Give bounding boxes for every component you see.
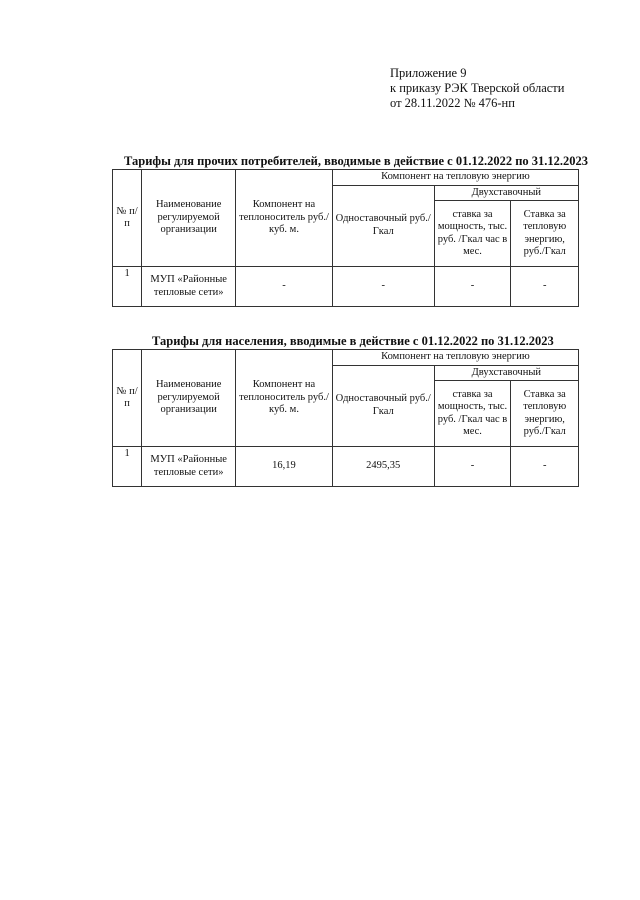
cell-capacity-rate: - <box>434 267 511 307</box>
header-org: Наименование регулируемой организации <box>142 350 236 447</box>
header-energy-rate: Ставка за тепловую энергию, руб./Гкал <box>511 201 579 267</box>
header-capacity-rate: ставка за мощность, тыс. руб. /Гкал час в мес. <box>434 201 511 267</box>
tariff-table-other-consumers <box>112 169 579 307</box>
cell-org: МУП «Районные тепловые сети» <box>142 447 236 487</box>
cell-energy-rate: - <box>511 267 579 307</box>
header-num: № п/п <box>113 350 142 447</box>
cell-num: 1 <box>113 447 142 487</box>
header-two-rate: Двухставочный <box>434 185 578 201</box>
header-num: № п/п <box>113 170 142 267</box>
cell-carrier: - <box>236 267 333 307</box>
header-capacity-rate: ставка за мощность, тыс. руб. /Гкал час в мес. <box>434 381 511 447</box>
header-energy-group: Компонент на тепловую энергию <box>332 350 578 366</box>
header-carrier: Компонент на теплоноситель руб./куб. м. <box>236 350 333 447</box>
cell-one-rate: 2495,35 <box>332 447 434 487</box>
header-carrier: Компонент на теплоноситель руб./куб. м. <box>236 170 333 267</box>
cell-org: МУП «Районные тепловые сети» <box>142 267 236 307</box>
header-one-rate: Одноставочный руб./Гкал <box>332 185 434 267</box>
cell-energy-rate: - <box>511 447 579 487</box>
header-one-rate: Одноставочный руб./Гкал <box>332 365 434 447</box>
appendix-header <box>390 66 564 111</box>
appendix-order-date: от 28.11.2022 № 476-нп <box>390 96 515 110</box>
table-row <box>113 447 579 487</box>
table2-title: Тарифы для населения, вводимые в действие с 01.12.2022 по 31.12.2023 <box>152 334 554 348</box>
tariff-table-population <box>112 349 579 487</box>
header-org: Наименование регулируемой организации <box>142 170 236 267</box>
appendix-order-ref: к приказу РЭК Тверской области <box>390 81 565 95</box>
cell-carrier: 16,19 <box>236 447 333 487</box>
header-energy-group: Компонент на тепловую энергию <box>332 170 578 186</box>
cell-num: 1 <box>113 267 142 307</box>
table-row <box>113 267 579 307</box>
header-two-rate: Двухставочный <box>434 365 578 381</box>
appendix-number: Приложение 9 <box>390 66 467 80</box>
cell-capacity-rate: - <box>434 447 511 487</box>
table1-title: Тарифы для прочих потребителей, вводимые в действие с 01.12.2022 по 31.12.2023 <box>124 154 589 168</box>
cell-one-rate: - <box>332 267 434 307</box>
header-energy-rate: Ставка за тепловую энергию, руб./Гкал <box>511 381 579 447</box>
